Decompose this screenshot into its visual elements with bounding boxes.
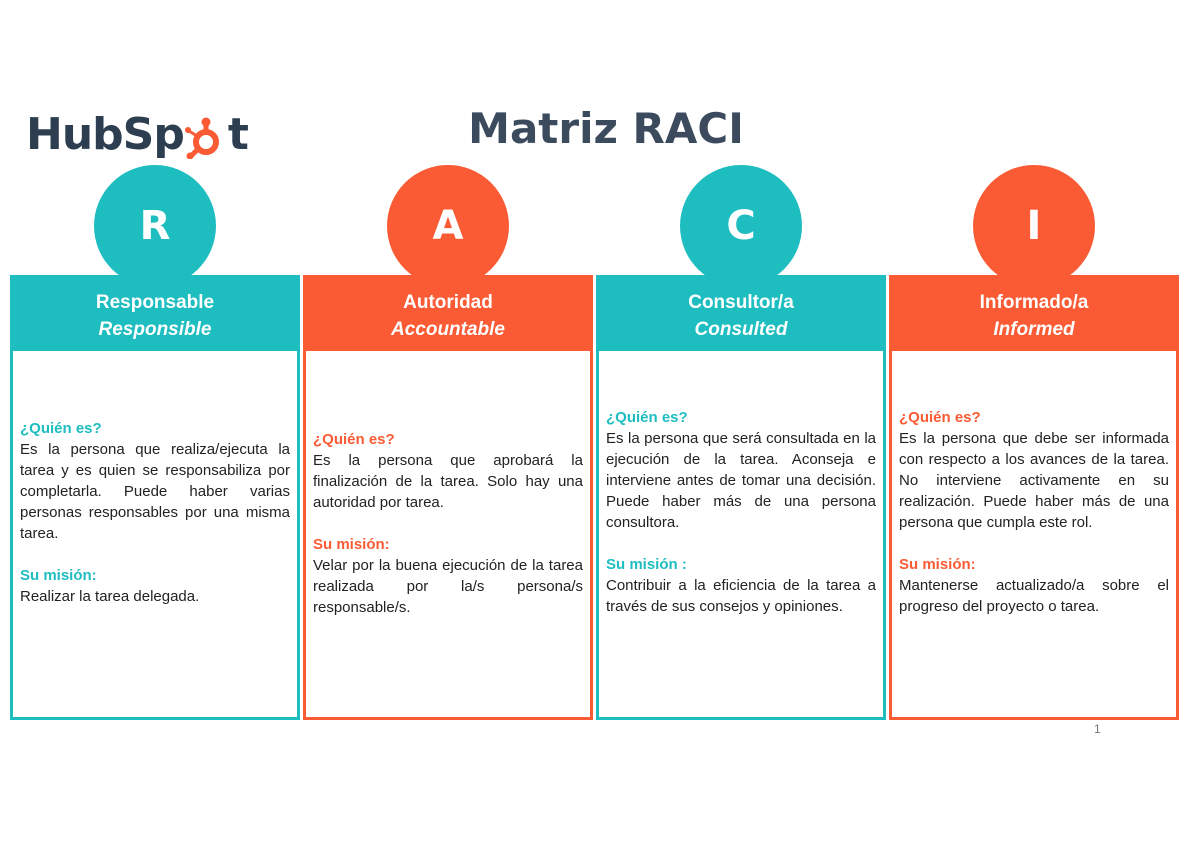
mission-label: Su misión: [20, 567, 97, 584]
raci-column-consulted [596, 165, 886, 720]
page-number: 1 [1094, 722, 1101, 736]
raci-column-informed [889, 165, 1179, 720]
who-text: Es la persona que aprobará la finalización de la tarea. Solo hay una autoridad por tarea. [313, 452, 583, 511]
mission-label: Su misión: [899, 556, 976, 573]
role-title-es: Responsable [95, 292, 215, 313]
letter-badge: I [973, 165, 1095, 287]
mission-label: Su misión : [606, 556, 687, 573]
role-title-en: Informed [993, 319, 1075, 340]
role-title-en: Consulted [694, 319, 788, 340]
who-text: Es la persona que será consultada en la ejecución de la tarea. Aconseja e interviene antes de tomar una decisión. Puede haber más de una persona consultora. [606, 430, 876, 531]
page-title: Matriz RACI [468, 104, 744, 153]
who-label: ¿Quién es? [313, 431, 395, 448]
role-description-box [596, 349, 886, 720]
role-description-box [303, 349, 593, 720]
role-title-en: Responsible [98, 319, 212, 340]
mission-text: Realizar la tarea delegada. [20, 588, 200, 605]
who-label: ¿Quién es? [899, 409, 981, 426]
role-title-es: Autoridad [403, 292, 493, 313]
role-title-en: Accountable [390, 319, 506, 340]
mission-text: Contribuir a la eficiencia de la tarea a través de sus consejos y opiniones. [606, 577, 876, 615]
letter-badge: C [680, 165, 802, 287]
who-text: Es la persona que debe ser informada con respecto a los avances de la tarea. No interviene activamente en su realización. Puede haber más de una persona que cumpla este rol. [899, 430, 1169, 531]
mission-text: Mantenerse actualizado/a sobre el progreso del proyecto o tarea. [899, 577, 1169, 615]
letter-badge: R [94, 165, 216, 287]
raci-column-accountable [303, 165, 593, 720]
who-text: Es la persona que realiza/ejecuta la tarea y es quien se responsabiliza por completarla. Puede haber varias personas responsables por una misma tarea. [20, 441, 290, 542]
logo-text-end: t [227, 108, 248, 160]
letter-badge: A [387, 165, 509, 287]
role-description-box [889, 349, 1179, 720]
mission-text: Velar por la buena ejecución de la tarea realizada por la/s persona/s responsable/s. [313, 557, 583, 616]
role-title-es: Informado/a [979, 292, 1089, 313]
logo-text-start: HubSp [26, 108, 184, 160]
raci-column-responsible [10, 165, 300, 720]
role-description-box [10, 349, 300, 720]
role-title-es: Consultor/a [688, 292, 794, 313]
who-label: ¿Quién es? [606, 409, 688, 426]
who-label: ¿Quién es? [20, 420, 102, 437]
mission-label: Su misión: [313, 536, 390, 553]
